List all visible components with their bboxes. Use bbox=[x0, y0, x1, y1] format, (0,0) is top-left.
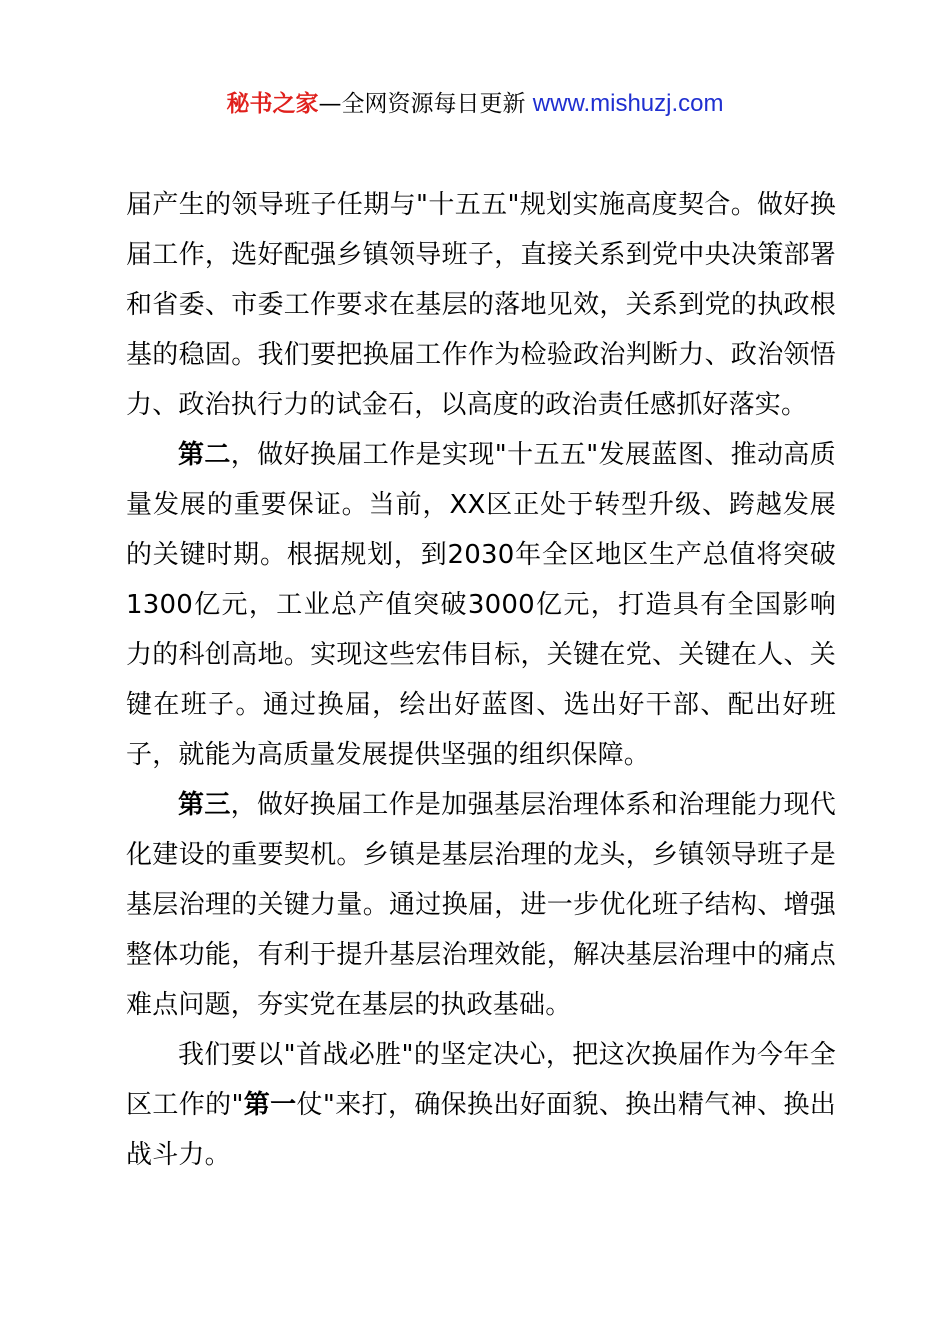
paragraph-second bbox=[126, 430, 836, 780]
website-link[interactable]: www.mishuzj.com bbox=[532, 90, 724, 117]
paragraph-lead: 第二 bbox=[178, 440, 231, 470]
paragraph-conclusion bbox=[126, 1030, 836, 1180]
paragraph-text: ，做好换届工作是加强基层治理体系和治理能力现代化建设的重要契机。乡镇是基层治理的龙头，乡镇领导班子是基层治理的关键力量。通过换届，进一步优化班子结构、增强整体功能，有利于提升基层治理效能，解决基层治理中的痛点难点问题，夯实党在基层的执政基础。 bbox=[126, 790, 836, 1020]
paragraph-lead: 第三 bbox=[178, 790, 231, 820]
paragraph-text: 届产生的领导班子任期与"十五五"规划实施高度契合。做好换届工作，选好配强乡镇领导班子，直接关系到党中央决策部署和省委、市委工作要求在基层的落地见效，关系到党的执政根基的稳固。我们要把换届工作作为检验政治判断力、政治领悟力、政治执行力的试金石，以高度的政治责任感抓好落实。 bbox=[126, 190, 836, 420]
paragraph-text-before: 我们要以"首战必胜"的坚定决心，把这次换届作为今年全区工作的" bbox=[126, 1040, 836, 1120]
page-header bbox=[0, 88, 950, 120]
paragraph-emphasis: 第一 bbox=[243, 1090, 297, 1120]
document-body bbox=[126, 180, 836, 1180]
paragraph-third bbox=[126, 780, 836, 1030]
brand-name: 秘书之家 bbox=[226, 91, 319, 117]
paragraph-text: ，做好换届工作是实现"十五五"发展蓝图、推动高质量发展的重要保证。当前，XX区正处于转型升级、跨越发展的关键时期。根据规划，到2030年全区地区生产总值将突破1300亿元，工业总产值突破3000亿元，打造具有全国影响力的科创高地。实现这些宏伟目标，关键在党、关键在人、关键在班子。通过换届，绘出好蓝图、选出好干部、配出好班子，就能为高质量发展提供坚强的组织保障。 bbox=[126, 440, 837, 770]
paragraph-continuation bbox=[126, 180, 836, 430]
paragraph-text-after: 仗"来打，确保换出好面貌、换出精气神、换出战斗力。 bbox=[126, 1090, 836, 1170]
header-tagline: —全网资源每日更新 bbox=[318, 91, 533, 117]
